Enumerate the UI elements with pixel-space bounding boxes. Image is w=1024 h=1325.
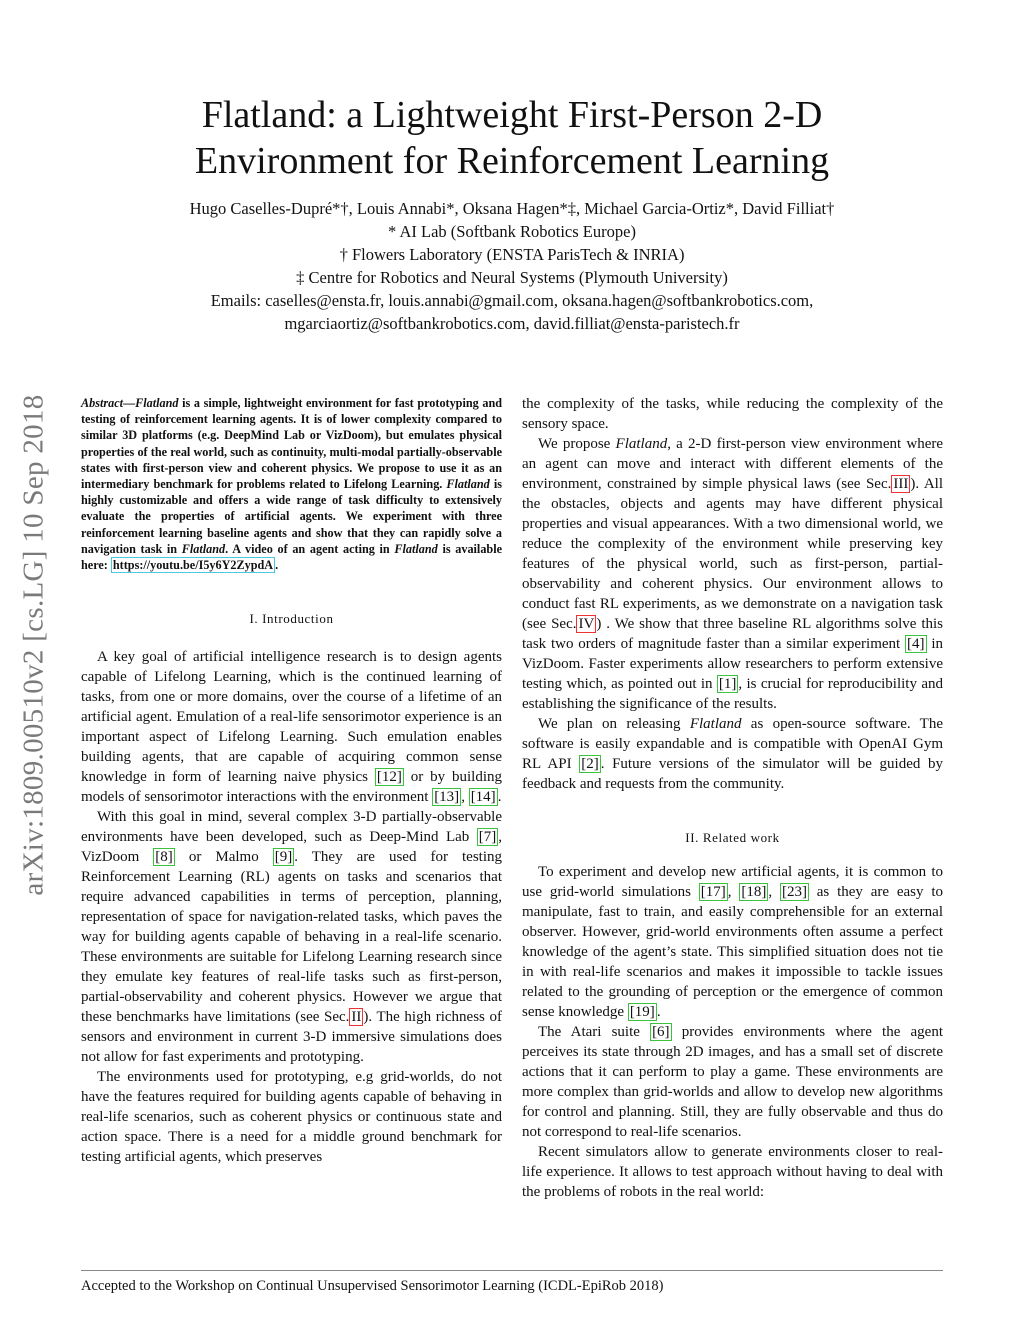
intro-paragraph-3: The environments used for prototyping, e.g grid-worlds, do not have the features required for building agents capable of behaving in real-life scenarios, such as coherent physics or continuous state and action space. There is a need for a middle ground benchmark for testing artificial agents, which preserves — [81, 1069, 502, 1166]
abstract-text-3: . A video of an agent acting in — [225, 541, 395, 556]
citation-17[interactable]: [17] — [700, 884, 726, 900]
section-ref-III[interactable]: III — [893, 476, 909, 492]
citation-19[interactable]: [19] — [629, 1004, 655, 1020]
author-block — [0, 197, 1024, 335]
paper-title — [0, 92, 1024, 184]
section-heading-introduction: I. Introduction — [249, 611, 334, 627]
citation-14[interactable]: [14] — [470, 789, 496, 806]
citation-4[interactable]: [4] — [907, 636, 925, 652]
affiliation-flowers: † Flowers Laboratory (ENSTA ParisTech & INRIA) — [339, 245, 685, 264]
abstract-label: Abstract — [81, 396, 123, 410]
title-line-2: Environment for Reinforcement Learning — [194, 140, 830, 182]
abstract-text-1: is a simple, lightweight environment for fast prototyping and testing of reinforcement learning agents. It is of lower complexity compared to similar 3D platforms (e.g. DeepMind Lab or VizDoom), but emulates physical properties of the real world, such as continuity, multi-modal partially-observable states with first-person view and coherent physics. We propose to use it as an intermediary benchmark for problems related to Lifelong Learning. — [81, 396, 502, 492]
citation-1[interactable]: [1] — [718, 676, 737, 692]
citation-9[interactable]: [9] — [274, 849, 293, 866]
abstract-flatland-4: Flatland — [394, 541, 438, 556]
right-paragraph-continued: the complexity of the tasks, while reducing the complexity of the sensory space. — [522, 396, 943, 432]
abstract-dash: — — [122, 396, 136, 410]
section-ref-IV[interactable]: IV — [578, 616, 595, 632]
arxiv-identifier: arXiv:1809.00510v2 [cs.LG] 10 Sep 2018 — [17, 394, 50, 896]
affiliation-ai-lab: * AI Lab (Softbank Robotics Europe) — [388, 222, 636, 241]
title-line-1: Flatland: a Lightweight First-Person 2-D — [201, 94, 823, 136]
abstract-text-2: is highly customizable and offers a wide range of task difficulty to extensively evaluate the properties of artificial agents. We experiment with three reinforcement learning baseline agents and show that they can rapidly solve a navigation task in — [81, 477, 502, 556]
citation-23[interactable]: [23] — [781, 884, 807, 900]
footer-note: Accepted to the Workshop on Continual Unsupervised Sensorimotor Learning (ICDL-EpiRob 2018) — [81, 1278, 664, 1294]
footer-rule — [81, 1270, 943, 1271]
related-paragraph-3: Recent simulators allow to generate environments closer to real-life experience. It allows to test approach without having to deal with the problems of robots in the real world: — [522, 1144, 943, 1200]
citation-13[interactable]: [13] — [434, 789, 460, 806]
related-paragraph-1: To experiment and develop new artificial agents, it is common to use grid-world simulations [17] , [18] , [23] as they are easy to manipulate, fast to train, and easily comprehensible for an external observer. However, grid-world environments often assume a perfect knowledge of the agent’s state. This simplified situation does not tie in with real-life scenarios and makes it impossible to tackle issues related to the grounding of perception or the emergence of common sense knowledge [19] . — [522, 864, 944, 1020]
right-paragraph-flatland-proposal: We propose Flatland, a 2-D first-person view environment where an agent can move and interact with different elements of the environment, constrained by simple physical laws (see Sec. III ). All the obstacles, objects and agents may have different physical properties and visual appearances. With a two dimensional world, we reduce the complexity of the environment while preserving key features of the physical world, such as first-person, partial-observability and coherent physics. Our environment allows to conduct fast RL experiments, as we demonstrate on a navigation task (see Sec. IV ) . We show that three baseline RL algorithms solve this task two orders of magnitude faster than a similar experiment [4] in VizDoom. Faster experiments allow researchers to perform extensive testing which, as pointed out in [1] , is crucial for reproducibility and establishing the significance of the results. — [522, 436, 944, 712]
citation-6[interactable]: [6] — [652, 1024, 670, 1040]
left-column — [81, 395, 502, 1167]
emails-line-2: mgarciaortiz@softbankrobotics.com, david.filliat@ensta-paristech.fr — [284, 314, 740, 333]
intro-paragraph-2: With this goal in mind, several complex 3-D partially-observable environments have been developed, such as Deep-Mind Lab [7] , VizDoom [8] or Malmo [9] . They are used for testing Reinforcement Learning (RL) agents on tasks and scenarios that require advanced capabilities in terms of perception, planning, representation of space for navigation-related tasks, which paves the way for building agents capable of behaving in a real-life scenario. These environments are suitable for Lifelong Learning research since they emulate key features of real-life tasks such as first-person, partial-observability and coherent physics. However we argue that these benchmarks have limitations (see Sec. II ). The high richness of sensors and environment in current 3-D immersive simulations does not allow for fast experiments and prototyping. — [81, 809, 503, 1066]
right-paragraph-open-source: We plan on releasing Flatland as open-source software. The software is easily expandable and is compatible with OpenAI Gym RL API [2] . Future versions of the simulator will be guided by feedback and requests from the community. — [522, 716, 943, 792]
citation-8[interactable]: [8] — [155, 849, 173, 866]
section-ref-II[interactable]: II — [351, 1009, 362, 1026]
video-link[interactable]: https://youtu.be/I5y6Y2ZypdA — [112, 558, 274, 573]
arxiv-sidebar — [12, 340, 56, 950]
affiliation-plymouth: ‡ Centre for Robotics and Neural Systems (Plymouth University) — [296, 268, 728, 287]
abstract — [81, 395, 502, 573]
related-paragraph-2: The Atari suite [6] provides environments where the agent perceives its state through 2D images, and has a small set of discrete actions that it can perform to play a game. These environments are more complex than grid-worlds and allow to develop new algorithms for control and planning. Still, they are fully observable and thus do not correspond to real-life scenarios. — [522, 1024, 943, 1140]
author-names: Hugo Caselles-Dupré*†, Louis Annabi*, Oksana Hagen*‡, Michael Garcia-Ortiz*, David Filliat† — [189, 199, 835, 218]
citation-7[interactable]: [7] — [478, 829, 497, 846]
intro-paragraph-1: A key goal of artificial intelligence research is to design agents capable of Lifelong Learning, which is the continued learning of tasks, from one or more domains, over the course of a lifetime of an artificial agent. Emulation of a real-life sensorimotor experience is an important aspect of Lifelong Learning. Such emulation enables building agents, that are capable of acquiring common sense knowledge in form of learning naive physics [12] or by building models of sensorimotor interactions with the environment [13] , [14] . — [81, 649, 503, 806]
right-column — [522, 394, 943, 1202]
abstract-flatland-1: Flatland — [135, 396, 179, 410]
citation-12[interactable]: [12] — [376, 769, 402, 786]
abstract-end: . — [275, 558, 279, 573]
emails-line-1: Emails: caselles@ensta.fr, louis.annabi@gmail.com, oksana.hagen@softbankrobotics.com, — [210, 291, 814, 310]
abstract-text-4: is available here: — [81, 541, 502, 573]
abstract-flatland-3: Flatland — [181, 541, 226, 556]
abstract-flatland-2: Flatland — [446, 477, 490, 492]
citation-18[interactable]: [18] — [741, 884, 767, 900]
citation-2[interactable]: [2] — [581, 756, 599, 772]
section-heading-related-work: II. Related work — [685, 830, 780, 845]
